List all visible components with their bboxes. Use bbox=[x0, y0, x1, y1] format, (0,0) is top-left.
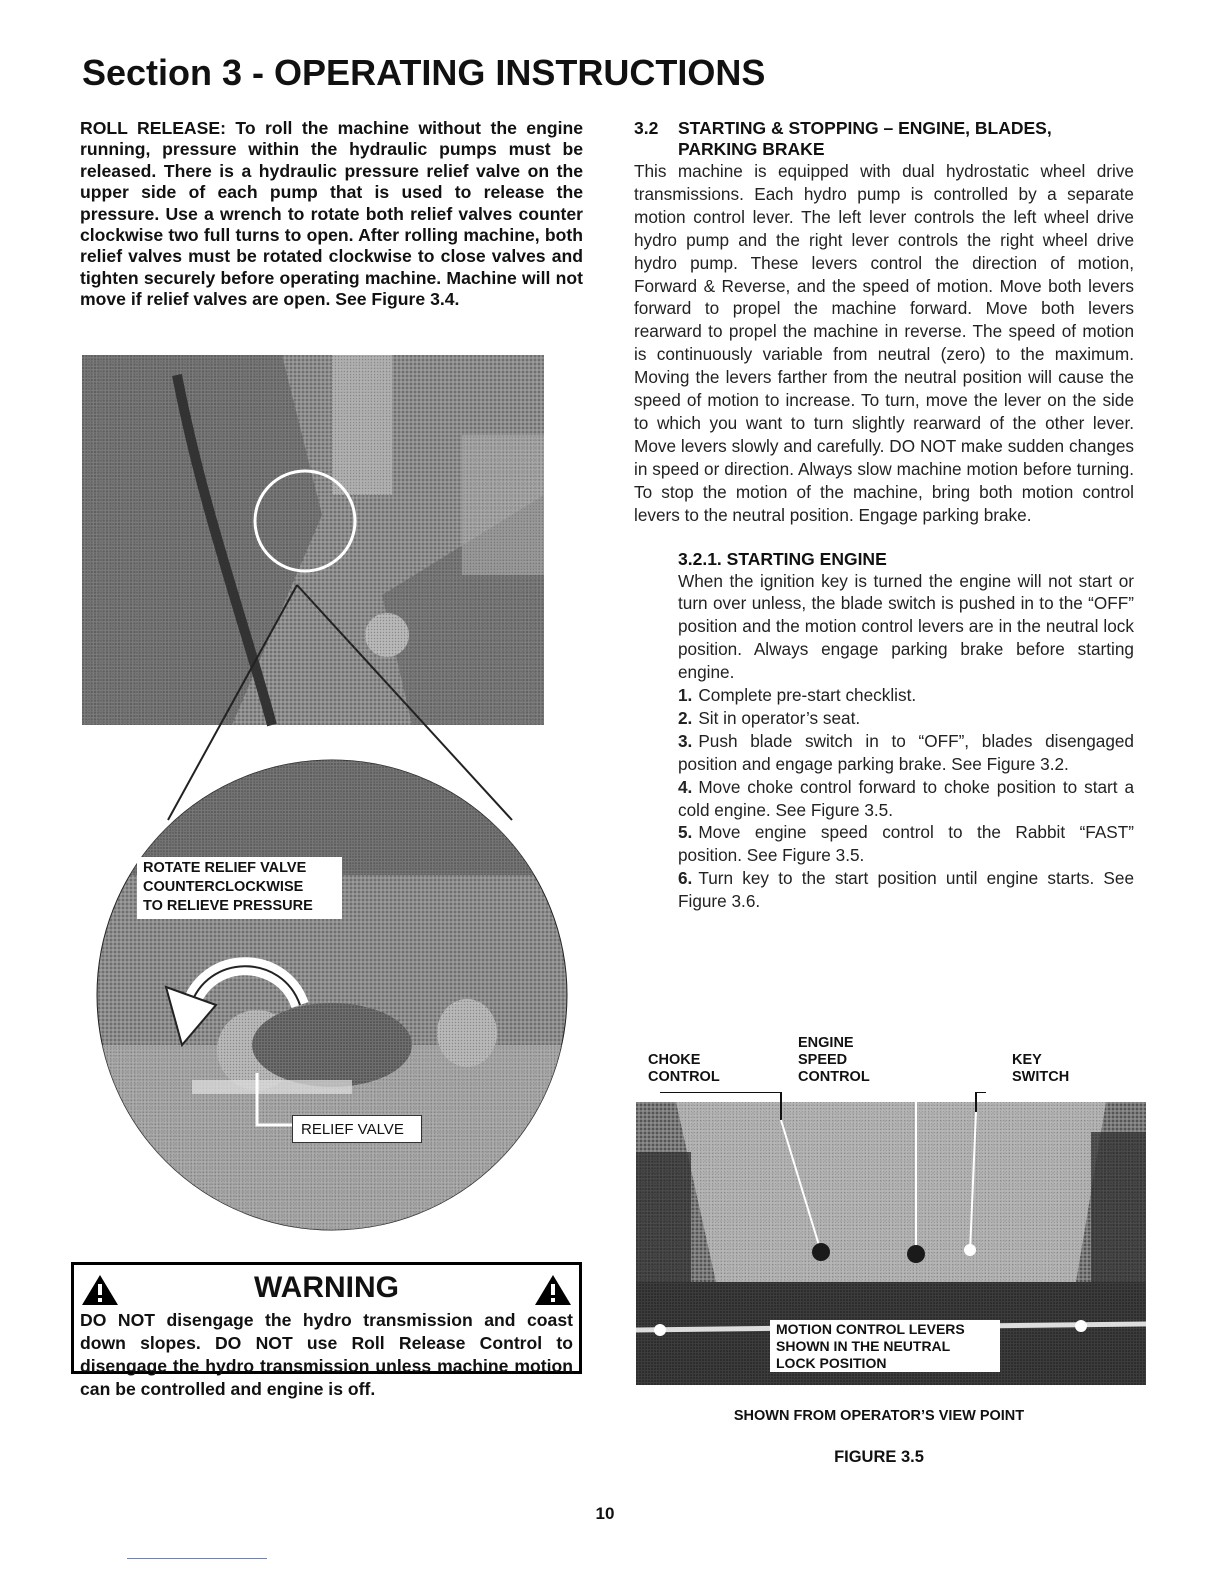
label-line: CONTROL bbox=[798, 1069, 870, 1085]
step-text: Move engine speed control to the Rabbit “FAST” position. See Figure 3.5. bbox=[678, 822, 1134, 866]
section-3-2-heading bbox=[634, 118, 1134, 160]
label-line: KEY bbox=[1012, 1052, 1042, 1068]
label-line: SPEED bbox=[798, 1052, 848, 1068]
figure-number: FIGURE 3.5 bbox=[834, 1448, 924, 1466]
list-item bbox=[678, 821, 1134, 867]
list-item bbox=[678, 707, 1134, 730]
warning-text: DO NOT disengage the hydro transmission and coast down slopes. DO NOT use Roll Release Control to disengage the hydro transmission unless machine motion can be controlled and engine is off. bbox=[80, 1310, 573, 1399]
step-text: Push blade switch in to “OFF”, blades disengaged position and engage parking brake. See Figure 3.2. bbox=[678, 730, 1134, 774]
warning-heading-text: WARNING bbox=[254, 1271, 399, 1304]
page-title: Section 3 - OPERATING INSTRUCTIONS bbox=[82, 52, 766, 93]
warning-triangle-icon bbox=[533, 1273, 573, 1307]
label-choke-control bbox=[648, 1052, 720, 1086]
step-text: Complete pre-start checklist. bbox=[698, 685, 917, 706]
callout-line: ROTATE RELIEF VALVE bbox=[143, 860, 307, 876]
callout-rotate-relief-valve bbox=[137, 857, 342, 919]
step-number: 6. bbox=[678, 868, 693, 889]
section-3-2-body: This machine is equipped with dual hydrostatic wheel drive transmissions. Each hydro pump is controlled by a separate motion control lever. The left lever controls the left wheel drive hydro pump and the right lever controls the right wheel drive hydro pump. These levers control the direction of motion, Forward & Reverse, and the speed of motion. Move both levers forward to propel the machine forward. Move both levers rearward to propel the machine in reverse. The speed of motion is continuously variable from neutral (zero) to the maximum. Moving the levers farther from the neutral position will cause the speed of motion to increase. To turn, move the lever on the side to which you want to turn slightly rearward of the other lever. Move levers slowly and carefully. DO NOT make sudden changes in speed or direction. Always slow machine motion before turning. To stop the motion of the machine, bring both motion control levers to the neutral position. Engage parking brake. bbox=[634, 161, 1134, 525]
callout-line: COUNTERCLOCKWISE bbox=[143, 879, 304, 895]
step-number: 4. bbox=[678, 776, 693, 797]
section-3-2-1-body: When the ignition key is turned the engine will not start or turn over unless, the blade switch is pushed in to the “OFF” position and the motion control levers are in the neutral lock position. Always engage parking brake before starting engine. bbox=[678, 570, 1134, 683]
step-number: 3. bbox=[678, 730, 693, 751]
label-key-switch bbox=[1012, 1052, 1069, 1086]
step-number: 1. bbox=[678, 685, 693, 706]
label-engine-speed-control bbox=[798, 1035, 870, 1086]
list-item bbox=[678, 867, 1134, 913]
list-item bbox=[678, 730, 1134, 776]
callout-motion-levers bbox=[770, 1320, 1000, 1372]
step-number: 2. bbox=[678, 707, 693, 728]
callout-relief-valve bbox=[292, 1115, 422, 1143]
callout-line: TO RELIEVE PRESSURE bbox=[143, 898, 313, 914]
callout-line: LOCK POSITION bbox=[776, 1355, 887, 1371]
callout-line: MOTION CONTROL LEVERS bbox=[776, 1321, 965, 1337]
footer-rule bbox=[127, 1558, 267, 1559]
relief-valve-photo bbox=[82, 355, 587, 1235]
section-heading-line: STARTING & STOPPING – ENGINE, BLADES, bbox=[678, 118, 1052, 138]
left-column bbox=[80, 118, 583, 311]
warning-triangle-icon bbox=[80, 1273, 120, 1307]
right-column bbox=[634, 118, 1134, 913]
label-line: SWITCH bbox=[1012, 1069, 1070, 1085]
label-line: CONTROL bbox=[648, 1069, 720, 1085]
figure-caption: SHOWN FROM OPERATOR’S VIEW POINT bbox=[733, 1408, 1025, 1424]
step-text: Turn key to the start position until engine starts. See Figure 3.6. bbox=[678, 868, 1134, 912]
start-steps-list bbox=[678, 684, 1134, 913]
list-item bbox=[678, 776, 1134, 822]
section-number: 3.2 bbox=[634, 118, 659, 138]
page-number: 10 bbox=[595, 1504, 615, 1523]
list-item bbox=[678, 684, 1134, 707]
callout-line: SHOWN IN THE NEUTRAL bbox=[776, 1338, 951, 1354]
roll-release-paragraph: ROLL RELEASE: To roll the machine without the engine running, pressure within the hydraulic pumps must be released. There is a hydraulic pressure relief valve on the upper side of each pump that is used to release the pressure. Use a wrench to rotate both relief valves counter clockwise two full turns to open. After rolling machine, both relief valves must be rotated clockwise to close valves and tighten securely before operating machine. Machine will not move if relief valves are open. See Figure 3.4. bbox=[80, 118, 583, 310]
label-line: ENGINE bbox=[798, 1035, 854, 1051]
warning-box bbox=[71, 1262, 582, 1399]
step-number: 5. bbox=[678, 822, 693, 843]
section-3-2-1 bbox=[678, 549, 1134, 914]
section-heading-line: PARKING BRAKE bbox=[678, 139, 825, 159]
step-text: Sit in operator’s seat. bbox=[698, 707, 861, 728]
label-line: CHOKE bbox=[648, 1052, 701, 1068]
callout-text: RELIEF VALVE bbox=[301, 1121, 404, 1138]
warning-heading bbox=[80, 1267, 573, 1309]
section-3-2-1-heading: 3.2.1. STARTING ENGINE bbox=[678, 548, 887, 569]
step-text: Move choke control forward to choke position to start a cold engine. See Figure 3.5. bbox=[678, 776, 1134, 820]
